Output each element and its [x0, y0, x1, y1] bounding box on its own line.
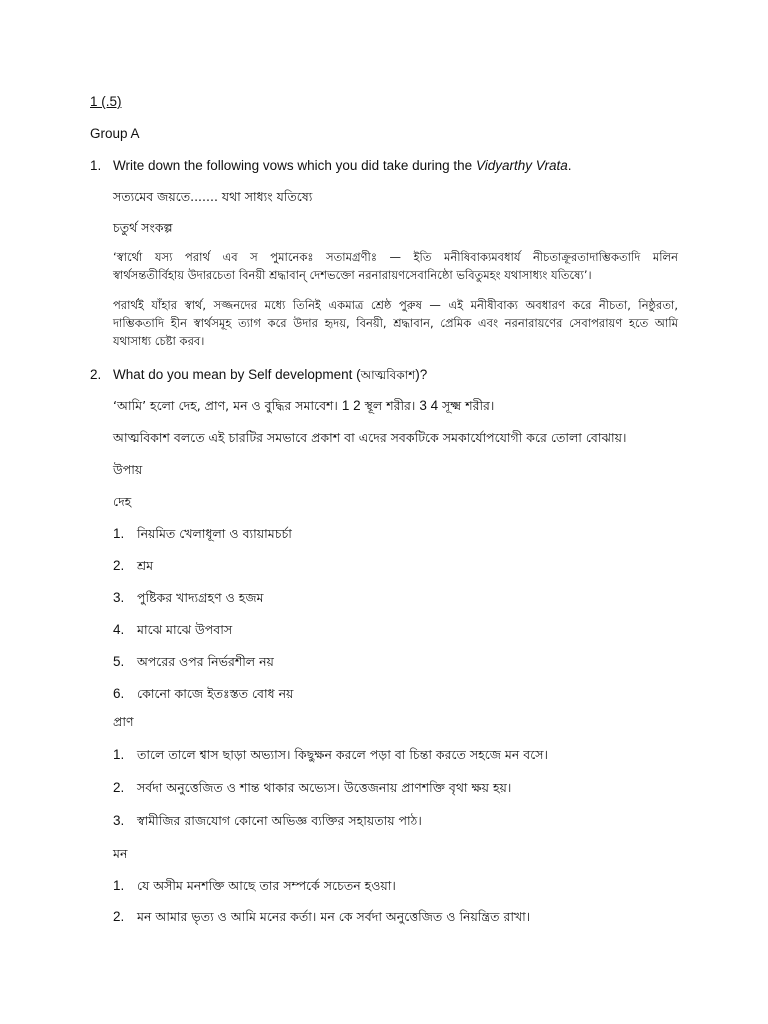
mind-item-text: মন আমার ভৃত্য ও আমি মনের কর্তা। মন কে সর্বদা অনুত্তেজিত ও নিয়ন্ত্রিত রাখা। — [137, 909, 531, 924]
prana-item-number: 1. — [113, 747, 125, 762]
body-item-text: অপরের ওপর নির্ভরশীল নয় — [137, 654, 274, 669]
question-1-suffix: . — [567, 158, 572, 173]
body-heading: দেহ — [113, 494, 132, 509]
sanskrit-line-2: স্বার্থসন্ততীর্বিহায় উদারচেতা বিনয়ী শ্রদ্ধাবান্ দেশভক্তো নরনারায়ণসেবানিষ্ঠো ভবিতুমহং যথাসাধ্যং যতিষ্যে’। — [113, 268, 592, 282]
body-item-number: 5. — [113, 654, 125, 669]
vow-heading: চতুর্থ সংকল্প — [113, 220, 173, 235]
question-1-text — [113, 157, 572, 174]
question-1-prefix: Write down the following vows which you did take during the — [113, 158, 476, 173]
question-1-title: Vidyarthy Vrata — [475, 158, 568, 173]
prana-item-number: 2. — [113, 780, 125, 795]
self-intro — [113, 397, 494, 414]
question-2-number: 2. — [90, 367, 102, 382]
question-2-text — [113, 366, 427, 384]
question-2-end: )? — [415, 367, 428, 382]
body-item-text: নিয়মিত খেলাধূলা ও ব্যায়ামচর্চা — [137, 526, 292, 541]
section-code: 1 (.5) — [90, 94, 122, 109]
question-2-en: What do you mean by Self development ( — [113, 367, 361, 382]
prana-item-text: সর্বদা অনুত্তেজিত ও শান্ত থাকার অভ্যেস। উত্তেজনায় প্রাণশক্তি বৃথা ক্ষয় হয়। — [137, 780, 512, 795]
prana-heading: প্রাণ — [113, 714, 134, 729]
vow-line: সত্যমেব জয়তে....... যথা সাধ্যং যতিষ্যে — [113, 189, 313, 204]
prana-item-text: তালে তালে শ্বাস ছাড়া অভ্যাস। কিছুক্ষন করলে পড়া বা চিন্তা করতে সহজে মন বসে। — [137, 747, 549, 762]
definition-line: আত্মবিকাশ বলতে এই চারটির সমভাবে প্রকাশ বা এদের সবকটিকে সমকার্যোপযোগী করে তোলা বোঝায়। — [113, 430, 627, 445]
intro-part-e: সূক্ষ্ম শরীর। — [438, 398, 495, 413]
body-item-number: 3. — [113, 590, 125, 605]
bengali-line-1: পরার্থই যাঁহার স্বার্থ, সজ্জনদের মধ্যে তিনিই একমাত্র শ্রেষ্ঠ পুরুষ — এই মনীষীবাক্য অবধারণ করে নীচতা, নিষ্ঠুরতা, — [113, 298, 678, 312]
sanskrit-line-1: ‘স্বার্থো যস্য পরার্থ এব স পুমানেকঃ সতামগ্রণীঃ — ইতি মনীষিবাক্যমবধার্য নীচতাক্রূরতাদাম্ভিকতাদি মলিন — [113, 250, 678, 264]
intro-part-b: 1 2 — [341, 398, 361, 413]
intro-part-c: স্থূল শরীর। — [360, 398, 420, 413]
body-item-text: পুষ্টিকর খাদ্যগ্রহণ ও হজম — [137, 590, 264, 605]
question-2-bn: আত্মবিকাশ — [360, 368, 416, 382]
mind-heading: মন — [113, 846, 128, 861]
means-heading: উপায় — [113, 462, 143, 477]
intro-part-a: ‘আমি’ হলো দেহ, প্রাণ, মন ও বুদ্ধির সমাবেশ। — [113, 398, 342, 413]
mind-item-number: 1. — [113, 878, 125, 893]
intro-part-d: 3 4 — [419, 398, 439, 413]
body-item-number: 1. — [113, 526, 125, 541]
body-item-text: কোনো কাজে ইতঃস্তত বোধ নয় — [137, 686, 294, 701]
mind-item-number: 2. — [113, 909, 125, 924]
prana-item-text: স্বামীজির রাজযোগ কোনো অভিজ্ঞ ব্যক্তির সহায়তায় পাঠ। — [137, 813, 422, 828]
question-1-number: 1. — [90, 158, 102, 173]
body-item-number: 4. — [113, 622, 125, 637]
body-item-number: 6. — [113, 686, 125, 701]
body-item-number: 2. — [113, 558, 125, 573]
bengali-line-3: যথাসাধ্য চেষ্টা করব। — [113, 334, 205, 348]
body-item-text: মাঝে মাঝে উপবাস — [137, 622, 233, 637]
mind-item-text: যে অসীম মনশক্তি আছে তার সম্পর্কে সচেতন হওয়া। — [137, 878, 396, 893]
body-item-text: শ্রম — [137, 558, 154, 573]
bengali-line-2: দাম্ভিকতাদি হীন স্বার্থসমূহ ত্যাগ করে উদার হৃদয়, বিনয়ী, শ্রদ্ধাবান, প্রেমিক এবং নরনারায়ণের সেবাপরায়ণ হতে আমি — [113, 316, 678, 330]
prana-item-number: 3. — [113, 813, 125, 828]
group-heading: Group A — [90, 126, 140, 141]
